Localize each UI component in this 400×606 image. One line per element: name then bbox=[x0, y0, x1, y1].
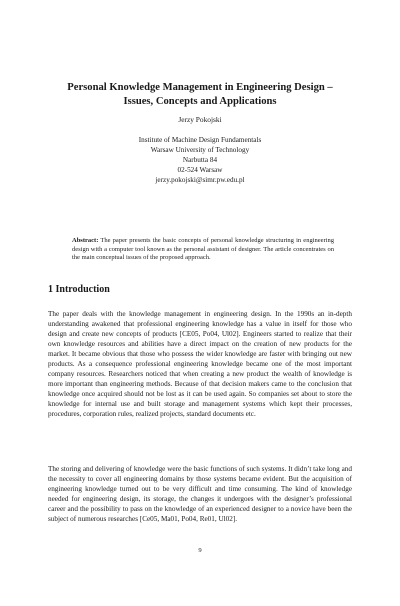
body-paragraph: The storing and delivering of knowledge were the basic functions of such systems. It didn’t take long and the necessity to cover all engineering domains by those systems became evident. But the acquisition of engineering knowledge turned out to be very difficult and time consuming. The kind of knowledge needed for engineering design, its storage, the changes it undergoes with the designer’s professional career and the possibility to pass on the knowledge of an experienced designer to a novice have been the subject of numerous researches [Ce05, Ma01, Po04, Re01, Ul02]. bbox=[48, 465, 352, 523]
abstract-label: Abstract: bbox=[72, 237, 99, 244]
title-line: Issues, Concepts and Applications bbox=[123, 96, 277, 107]
affiliation-institute: Institute of Machine Design Fundamentals bbox=[138, 136, 262, 144]
page-number: 9 bbox=[198, 547, 202, 554]
section-heading: 1 Introduction bbox=[48, 284, 110, 295]
body-paragraph: The paper deals with the knowledge management in engineering design. In the 1990s an in-depth understanding awakened that professional engineering knowledge has a value in itself for those who design and create new concepts of products [CE05, Po04, Ul02]. Engineers started to realize that their own knowledge resources and abilities have a direct impact on the creation of new products for the market. It became obvious that those who possess the wider knowledge are faster with bringing out new products. As a consequence professional engineering knowledge became one of the most important company resources. Researchers noticed that when creating a new product the wealth of knowledge is more important than engineering methods. Because of that decision makers came to the conclusion that knowledge once acquired should not be lost as it can be used again. So companies set about to store the knowledge for internal use and built storage and management systems which kept their processes, procedures, corporation rules, realized projects, standard documents etc. bbox=[48, 310, 352, 418]
affiliation-university: Warsaw University of Technology bbox=[150, 146, 250, 154]
author-name: Jerzy Pokojski bbox=[178, 115, 222, 124]
author-affiliation bbox=[0, 135, 400, 185]
affiliation-email: jerzy.pokojski@simr.pw.edu.pl bbox=[155, 176, 245, 184]
abstract bbox=[72, 237, 334, 263]
affiliation-street: Narbutta 84 bbox=[182, 156, 218, 164]
paper-title bbox=[20, 81, 380, 109]
title-line: Personal Knowledge Management in Engineering Design – bbox=[67, 82, 333, 93]
affiliation-city: 02-524 Warsaw bbox=[177, 166, 223, 174]
abstract-text: The paper presents the basic concepts of personal knowledge structuring in engineering design with a computer tool known as the personal assistant of designer. The article concentrates on the main conceptual issues of the proposed approach. bbox=[72, 237, 334, 262]
